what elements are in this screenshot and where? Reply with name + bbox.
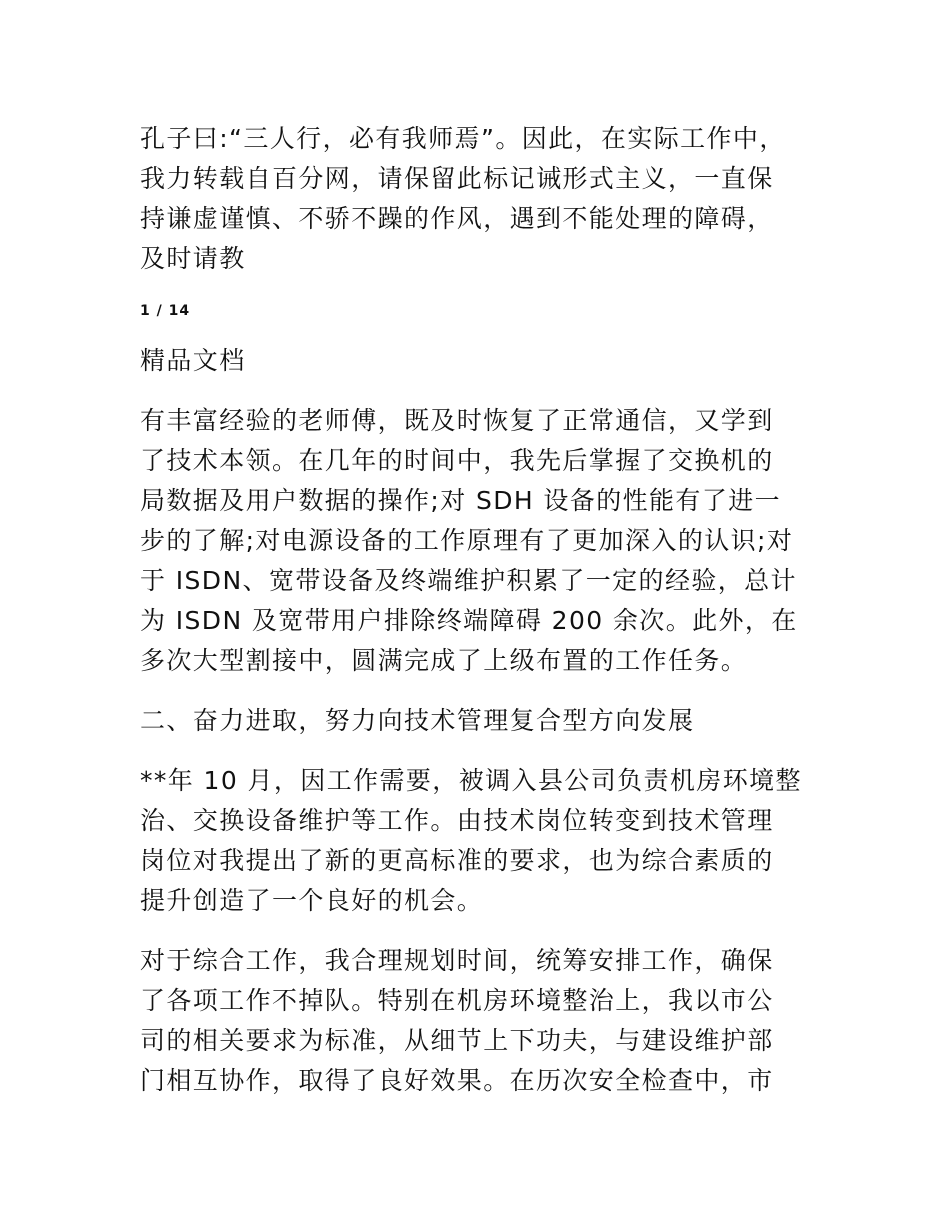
- section-heading: 二、奋力进取，努力向技术管理复合型方向发展: [140, 706, 695, 735]
- paragraph-comprehensive-work: 对于综合工作，我合理规划时间，统筹安排工作，确保 了各项工作不掉队。特别在机房环境整治上，我以市公 司的相关要求为标准，从细节上下功夫，与建设维护部 门相互协作，取得了良好效果。在历次安全检查中，市: [140, 946, 774, 1095]
- paragraph-transfer: **年 10 月，因工作需要，被调入县公司负责机房环境整 治、交换设备维护等工作。由技术岗位转变到技术管理 岗位对我提出了新的更高标准的要求，也为综合素质的 提升创造了一个良好的机会。: [140, 766, 802, 915]
- page-number: 1 / 14: [140, 303, 191, 319]
- paragraph-confucius-quote: 孔子曰:“三人行，必有我师焉”。因此，在实际工作中， 我力转载自百分网，请保留此标记诫形式主义，一直保 持谦虚谨慎、不骄不躁的作风，遇到不能处理的障碍， 及时请教: [140, 124, 786, 273]
- document-body: [140, 119, 830, 1101]
- paragraph-technical-skills: 有丰富经验的老师傅，既及时恢复了正常通信，又学到 了技术本领。在几年的时间中，我先后掌握了交换机的 局数据及用户数据的操作;对 SDH 设备的性能有了进一 步的了解;对电源设备的工作原理有了更加深入的认识;对 于 ISDN、宽带设备及终端维护积累了一定的经验，总计 为 ISDN 及宽带用户排除终端障碍 200 余次。此外，在 多次大型割接中，圆满完成了上级布置的工作任务。: [140, 406, 798, 675]
- header-label: 精品文档: [140, 346, 246, 375]
